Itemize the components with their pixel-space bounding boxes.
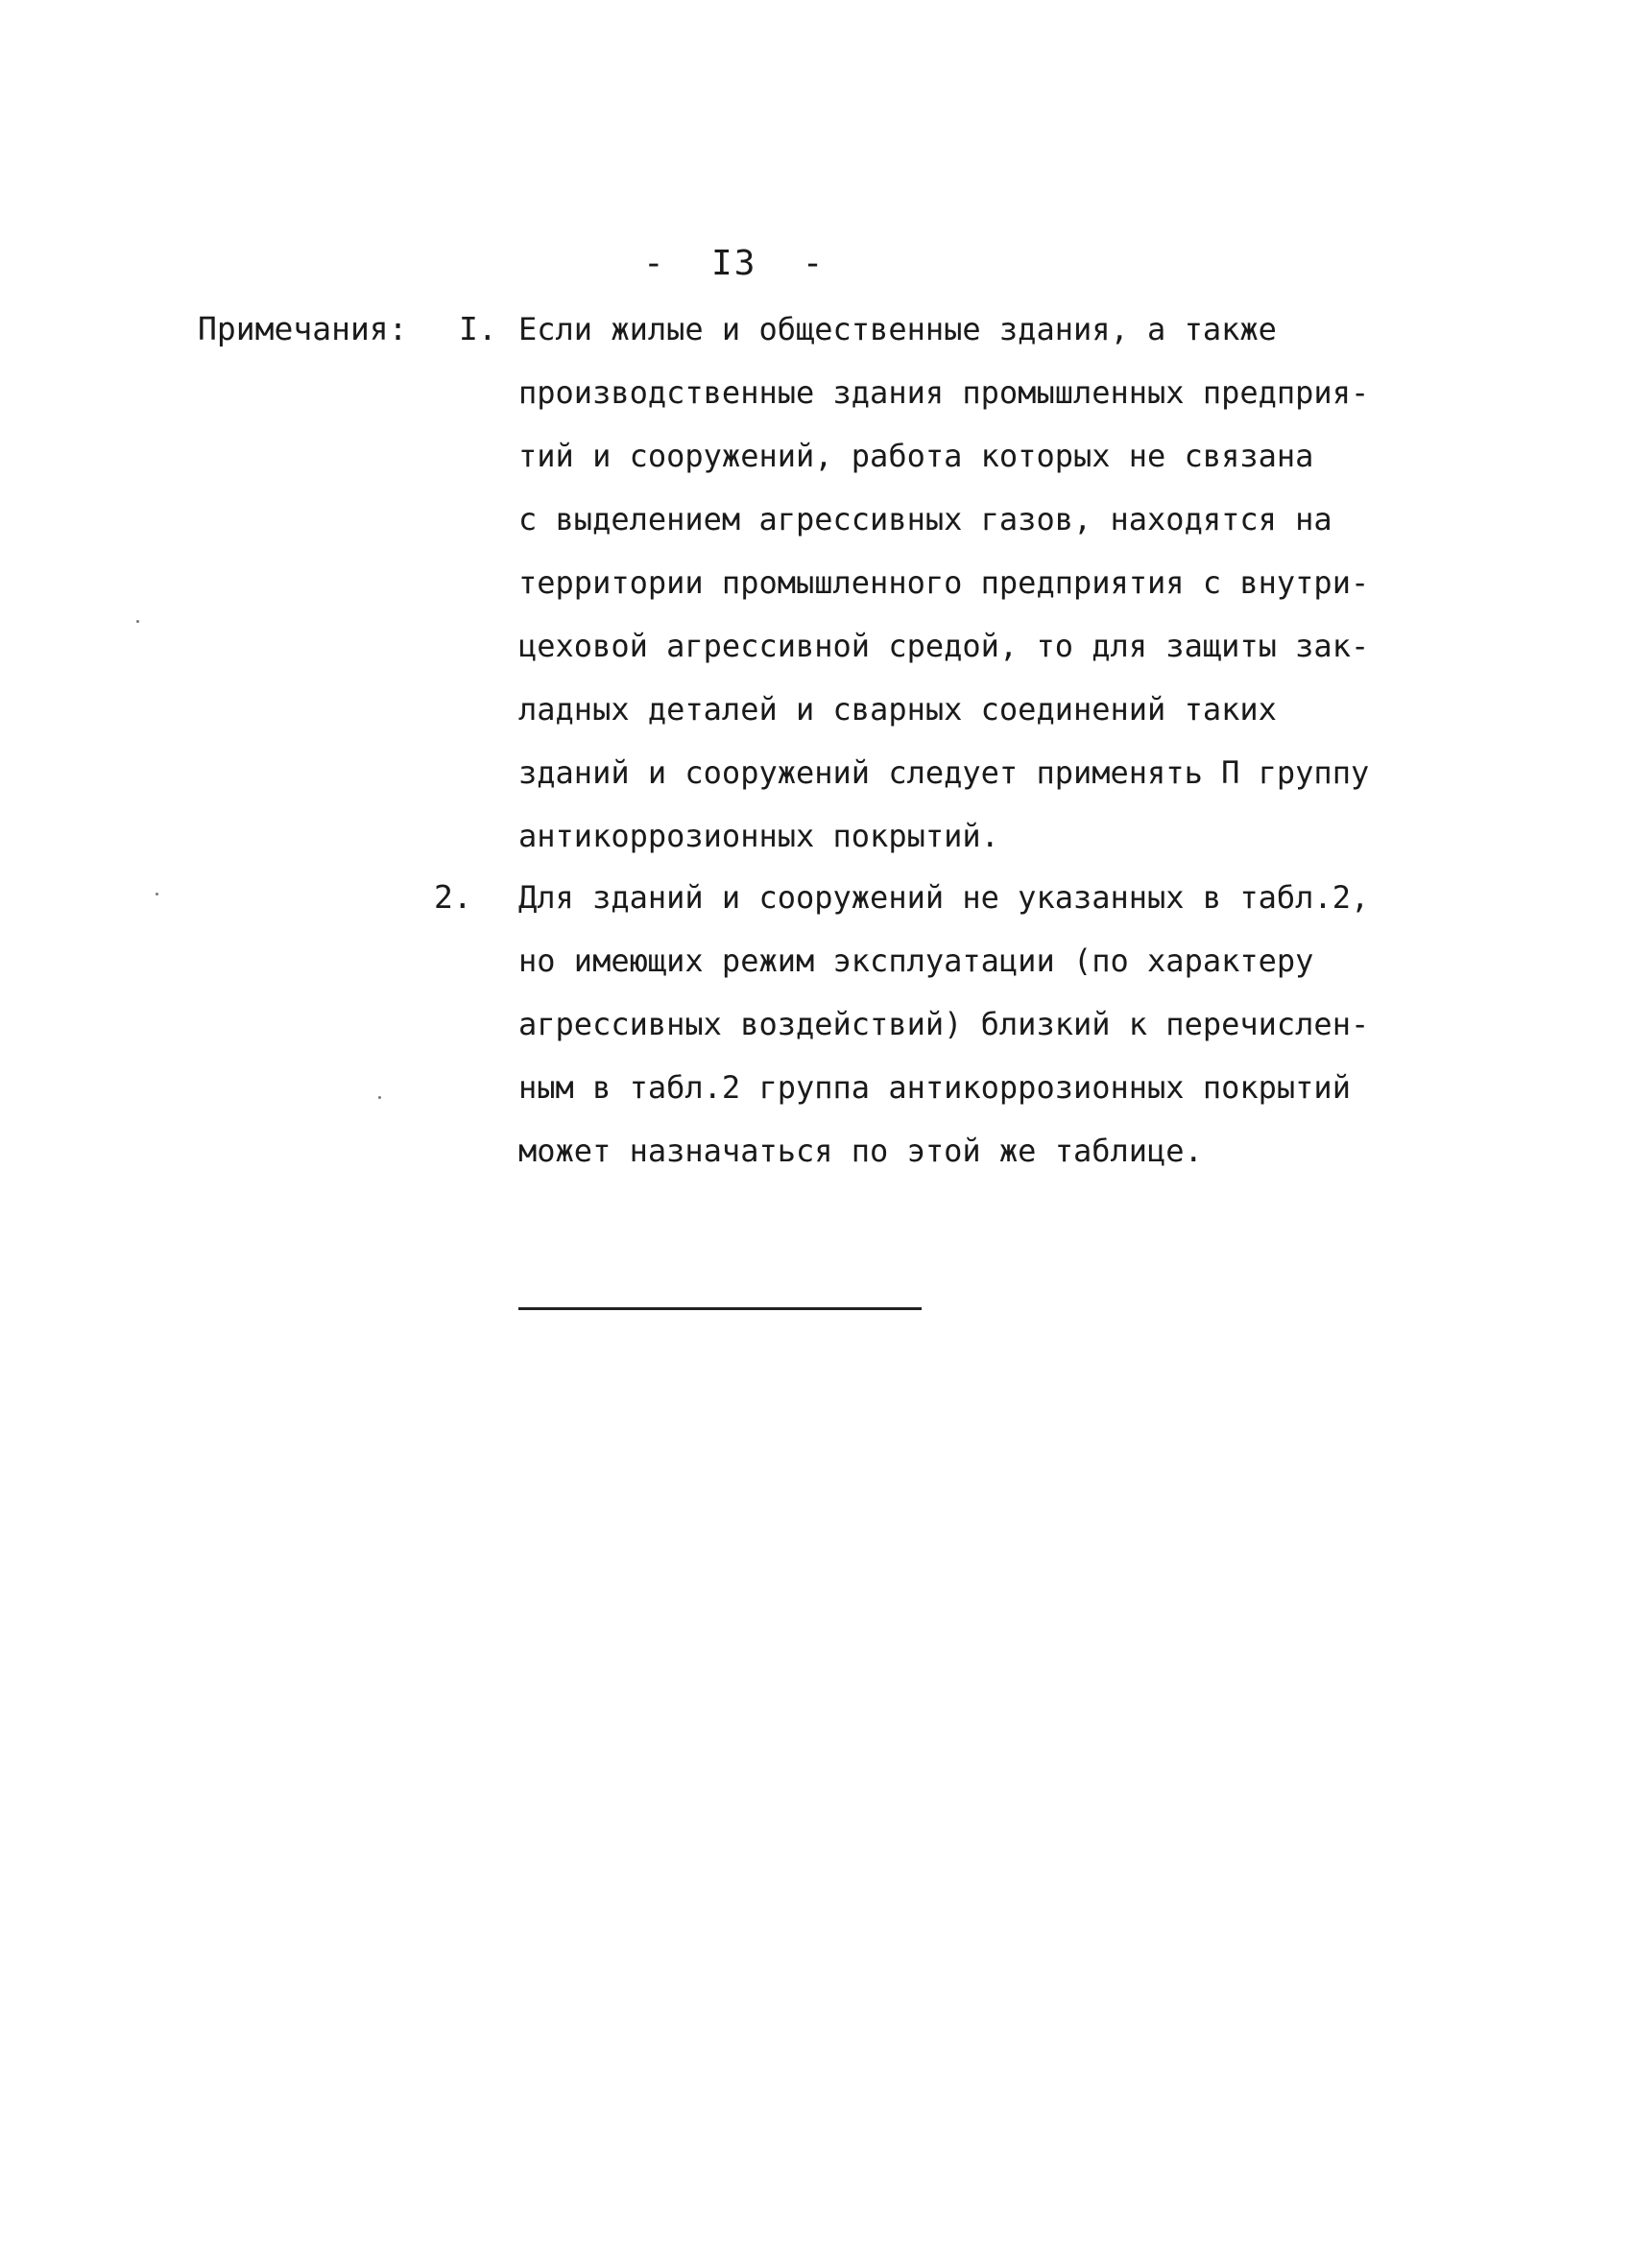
note-1-line: Если жилые и общественные здания, а также (518, 311, 1277, 347)
note-1-text (518, 298, 1478, 868)
note-1-number: I. (459, 310, 497, 347)
scan-speck (378, 1096, 381, 1099)
note-2-line: может назначаться по этой же таблице. (518, 1133, 1203, 1169)
note-1-line: тий и сооружений, работа которых не связана (518, 438, 1314, 474)
note-1-line: ладных деталей и сварных соединений таких (518, 691, 1277, 728)
note-1-line: зданий и сооружений следует применять П группу (518, 754, 1370, 791)
note-2-line: Для зданий и сооружений не указанных в табл.2, (518, 879, 1370, 916)
note-2-line: агрессивных воздействий) близкий к перечислен- (518, 1006, 1370, 1042)
note-2-line: ным в табл.2 группа антикоррозионных покрытий (518, 1069, 1351, 1106)
note-1-line: антикоррозионных покрытий. (518, 818, 999, 854)
notes-label: Примечания: (198, 310, 408, 347)
note-2-text (518, 866, 1478, 1182)
scan-speck (136, 620, 139, 623)
scan-speck (156, 893, 158, 895)
note-1-line: с выделением агрессивных газов, находятся на (518, 501, 1332, 537)
note-1-line: цеховой агрессивной средой, то для защиты зак- (518, 628, 1370, 664)
note-2-number: 2. (434, 878, 472, 916)
note-2-line: но имеющих режим эксплуатации (по характеру (518, 943, 1314, 979)
end-rule (518, 1307, 922, 1310)
note-1-line: территории промышленного предприятия с внутри- (518, 564, 1370, 601)
note-1-line: производственные здания промышленных предприя- (518, 374, 1370, 411)
page-number: - I3 - (643, 244, 826, 283)
